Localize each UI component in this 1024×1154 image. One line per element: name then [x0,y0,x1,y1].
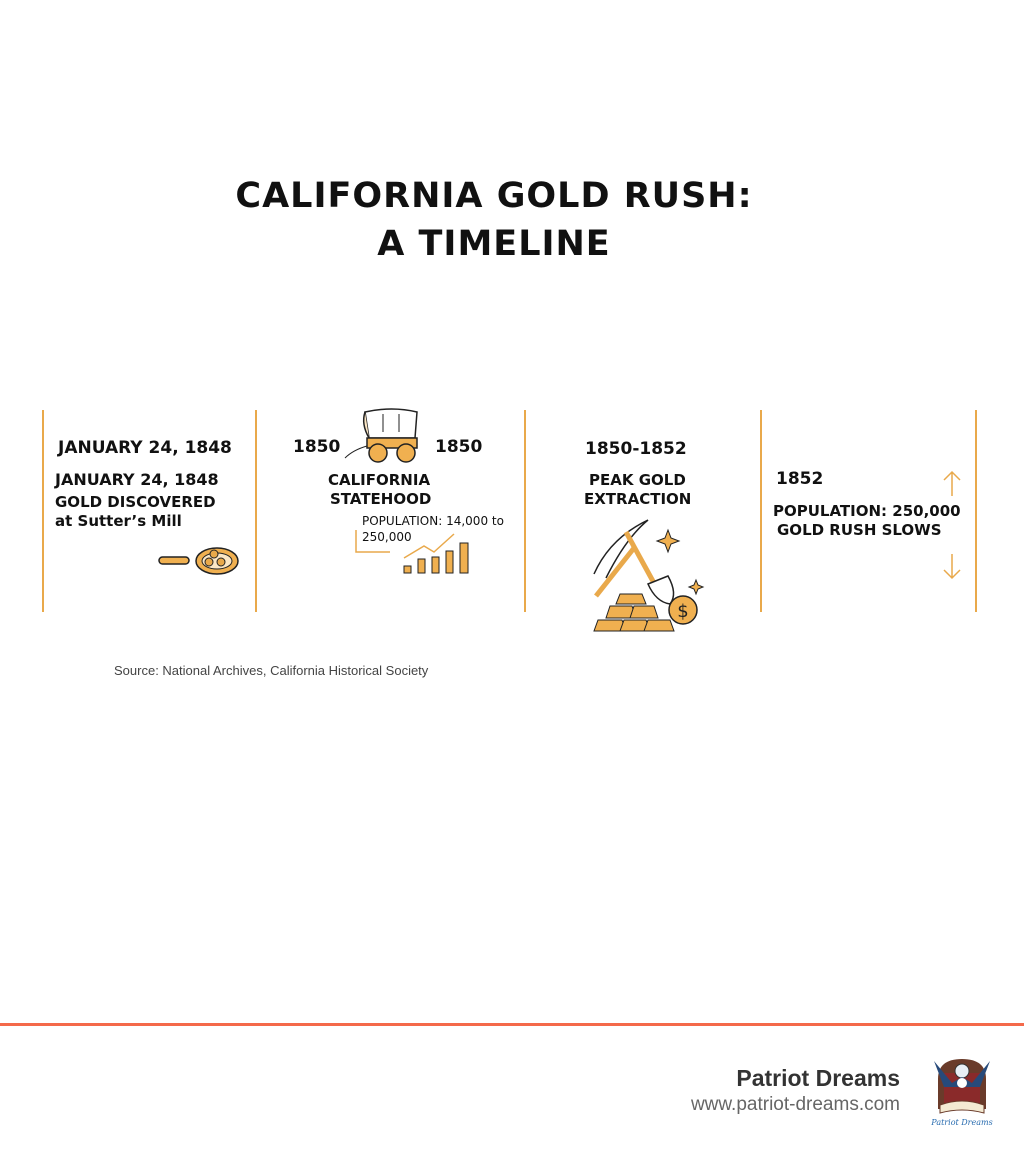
gold-pan-icon [157,545,241,581]
divider [760,410,762,612]
event-title-line2: GOLD RUSH SLOWS [777,521,942,539]
footer-brand [691,1065,900,1116]
covered-wagon-icon [343,408,423,464]
pickaxe-gold-bars-icon [590,518,706,634]
svg-text:Patriot Dreams: Patriot Dreams [931,1118,993,1127]
divider [975,410,977,612]
divider [255,410,257,612]
event-title-line2: STATEHOOD [330,490,432,508]
event-title-line1: POPULATION: 250,000 [773,502,961,520]
event-title: GOLD DISCOVERED [55,493,216,511]
event-date: 1850-1852 [585,439,687,459]
population-note: POPULATION: 14,000 to 250,000 [362,514,504,544]
event-date-right: 1850 [435,437,483,457]
event-title-line1: PEAK GOLD [589,471,686,489]
event-date: 1852 [776,469,824,489]
brand-url[interactable]: www.patriot-dreams.com [690,1094,900,1115]
event-date-left: 1850 [293,437,341,457]
event-title-line1: CALIFORNIA [328,471,431,489]
divider [42,410,44,612]
event-title-line2: EXTRACTION [584,490,692,508]
footer-divider [0,1023,1024,1026]
svg-text:$: $ [677,601,689,622]
up-down-arrows-icon [940,470,964,580]
source-note: Source: National Archives, California Historical Society [114,663,429,678]
event-subdate: JANUARY 24, 1848 [55,470,219,489]
divider [524,410,526,612]
brand-name: Patriot Dreams [736,1065,900,1091]
event-date: JANUARY 24, 1848 [58,438,232,458]
growth-bar-chart-icon [352,528,476,578]
event-detail: at Sutter’s Mill [55,512,182,530]
patriot-dreams-logo [930,1053,994,1129]
page-title: CALIFORNIA GOLD RUSH: A TIMELINE [235,176,753,264]
